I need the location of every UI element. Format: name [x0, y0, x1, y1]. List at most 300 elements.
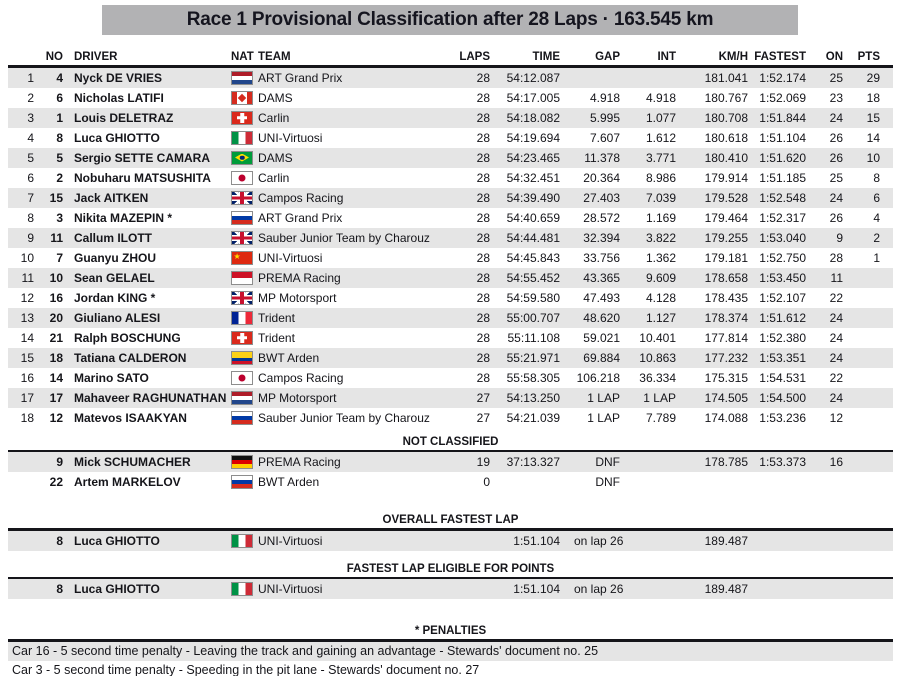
overall-fastest-lap-rows	[8, 531, 893, 551]
table-row	[8, 368, 893, 388]
team-cell: UNI-Virtuosi	[258, 533, 323, 548]
nat-cell	[231, 91, 258, 105]
flag-russia-icon	[231, 211, 253, 225]
table-row	[8, 148, 893, 168]
int-cell: 1.612	[645, 130, 676, 145]
flag-indonesia-icon	[231, 271, 253, 285]
nat-cell	[231, 582, 258, 596]
flag-united-kingdom-icon	[231, 191, 253, 205]
int-cell: 8.986	[645, 170, 676, 185]
penalty-note: Car 3 - 5 second time penalty - Speeding in the pit lane - Stewards' document no. 27	[12, 663, 480, 676]
no-cell: 15	[49, 190, 63, 205]
column-header-laps: LAPS	[459, 50, 490, 63]
kmh-cell: 179.528	[704, 190, 748, 205]
kmh-cell: 178.374	[704, 310, 748, 325]
fastest-cell: 1:52.380	[759, 330, 806, 345]
int-cell: 3.771	[645, 150, 676, 165]
nat-cell	[231, 351, 258, 365]
fastest-cell: 1:52.069	[759, 90, 806, 105]
pts-cell: 2	[873, 230, 880, 245]
table-row	[8, 268, 893, 288]
kmh-cell: 180.410	[704, 150, 748, 165]
on-cell: 24	[829, 190, 843, 205]
no-cell: 21	[49, 330, 63, 345]
on-cell: 22	[829, 290, 843, 305]
team-cell: PREMA Racing	[258, 270, 341, 285]
fastest-cell: 1:54.531	[759, 370, 806, 385]
position-cell: 5	[27, 150, 34, 165]
driver-cell: Guanyu ZHOU	[74, 250, 157, 265]
time-cell: 55:11.108	[507, 330, 560, 345]
time-cell: 54:13.250	[506, 390, 560, 405]
table-row	[8, 108, 893, 128]
time-cell: 54:17.005	[506, 90, 560, 105]
driver-cell: Marino SATO	[74, 370, 149, 385]
laps-cell: 28	[476, 190, 490, 205]
time-cell: 54:45.843	[506, 250, 560, 265]
fastest-cell: 1:53.236	[759, 410, 806, 425]
flag-italy-icon	[231, 582, 253, 596]
nat-cell	[231, 411, 258, 425]
fastest-cell: 1:52.107	[759, 290, 806, 305]
column-header-gap: GAP	[595, 50, 620, 63]
gap-cell: on lap 26	[574, 533, 624, 548]
int-cell: 10.401	[639, 330, 676, 345]
team-cell: MP Motorsport	[258, 290, 337, 305]
no-cell: 8	[56, 130, 63, 145]
laps-cell: 27	[476, 410, 490, 425]
kmh-cell: 174.505	[704, 390, 748, 405]
no-cell: 4	[56, 70, 63, 85]
team-cell: MP Motorsport	[258, 390, 337, 405]
laps-cell: 19	[476, 455, 490, 469]
no-cell: 8	[56, 533, 63, 548]
section-title-penalties: * PENALTIES	[414, 625, 487, 637]
flag-france-icon	[231, 311, 253, 325]
table-row	[8, 472, 893, 492]
time-cell: 54:23.465	[506, 150, 560, 165]
kmh-cell: 180.618	[704, 130, 748, 145]
no-cell: 18	[49, 350, 63, 365]
gap-cell: 69.884	[583, 350, 620, 365]
on-cell: 23	[829, 90, 843, 105]
no-cell: 17	[49, 390, 63, 405]
title-bar	[102, 5, 798, 35]
time-cell: 54:21.039	[506, 410, 560, 425]
position-cell: 17	[20, 390, 34, 405]
int-cell: 1.077	[645, 110, 676, 125]
gap-cell: 7.607	[589, 130, 620, 145]
section-title-fastest-lap-points: FASTEST LAP ELIGIBLE FOR POINTS	[346, 562, 555, 575]
nat-cell	[231, 271, 258, 285]
driver-cell: Ralph BOSCHUNG	[74, 330, 181, 345]
on-cell: 26	[829, 150, 843, 165]
on-cell: 24	[829, 330, 843, 345]
fastest-cell: 1:54.500	[759, 390, 806, 405]
fastest-cell: 1:53.373	[759, 455, 806, 469]
int-cell: 1.362	[645, 250, 676, 265]
gap-cell: 1 LAP	[587, 410, 620, 425]
no-cell: 9	[56, 455, 63, 469]
classification-table	[8, 48, 893, 65]
column-header-on: ON	[825, 50, 843, 63]
gap-cell: DNF	[595, 475, 620, 489]
nat-cell	[231, 455, 258, 469]
team-cell: DAMS	[258, 90, 293, 105]
nat-cell	[231, 291, 258, 305]
laps-cell: 28	[476, 70, 490, 85]
flag-japan-icon	[231, 371, 253, 385]
gap-cell: 48.620	[583, 310, 620, 325]
position-cell: 6	[27, 170, 34, 185]
int-cell: 7.789	[645, 410, 676, 425]
nat-cell	[231, 371, 258, 385]
time-cell: 54:59.580	[506, 290, 560, 305]
gap-cell: 1 LAP	[587, 390, 620, 405]
kmh-cell: 180.708	[704, 110, 748, 125]
no-cell: 10	[49, 270, 63, 285]
driver-cell: Tatiana CALDERON	[74, 350, 187, 365]
team-cell: Campos Racing	[258, 190, 344, 205]
position-cell: 3	[27, 110, 34, 125]
kmh-cell: 180.767	[704, 90, 748, 105]
fastest-cell: 1:51.185	[759, 170, 806, 185]
no-cell: 22	[49, 475, 63, 489]
team-cell: PREMA Racing	[258, 455, 341, 469]
int-cell: 7.039	[645, 190, 676, 205]
no-cell: 14	[49, 370, 63, 385]
gap-cell: 47.493	[583, 290, 620, 305]
kmh-cell: 175.315	[704, 370, 748, 385]
column-header-no: NO	[45, 50, 63, 63]
int-cell: 1.127	[645, 310, 676, 325]
team-cell: Carlin	[258, 110, 290, 125]
team-cell: BWT Arden	[258, 475, 320, 489]
section-title-not-classified: NOT CLASSIFIED	[402, 435, 499, 448]
penalty-note: Car 16 - 5 second time penalty - Leaving the track and gaining an advantage - Stewards' document no. 25	[8, 642, 893, 661]
team-cell: Campos Racing	[258, 370, 344, 385]
no-cell: 12	[49, 410, 63, 425]
position-cell: 1	[27, 70, 34, 85]
on-cell: 22	[829, 370, 843, 385]
gap-cell: 4.918	[589, 90, 620, 105]
table-row	[8, 531, 893, 551]
fastest-cell: 1:51.844	[759, 110, 806, 125]
no-cell: 11	[50, 230, 63, 245]
pts-cell: 10	[866, 150, 880, 165]
table-row	[8, 228, 893, 248]
pts-cell: 4	[873, 210, 880, 225]
gap-cell: DNF	[595, 455, 620, 469]
pts-cell: 15	[866, 110, 880, 125]
team-cell: UNI-Virtuosi	[258, 130, 323, 145]
laps-cell: 28	[476, 130, 490, 145]
kmh-cell: 179.914	[704, 170, 748, 185]
driver-cell: Giuliano ALESI	[74, 310, 161, 325]
fastest-lap-points-rows	[8, 579, 893, 599]
pts-cell: 14	[866, 130, 880, 145]
time-cell: 1:51.104	[513, 533, 560, 548]
nat-cell	[231, 171, 258, 185]
driver-cell: Luca GHIOTTO	[74, 130, 160, 145]
pts-cell: 6	[873, 190, 880, 205]
position-cell: 12	[20, 290, 34, 305]
kmh-cell: 179.464	[704, 210, 748, 225]
driver-cell: Mahaveer RAGHUNATHAN	[74, 390, 227, 405]
int-cell: 3.822	[645, 230, 676, 245]
on-cell: 24	[829, 390, 843, 405]
time-cell: 37:13.327	[506, 455, 560, 469]
classified-rows	[8, 68, 893, 428]
team-cell: BWT Arden	[258, 350, 320, 365]
time-cell: 55:21.971	[506, 350, 560, 365]
kmh-cell: 179.255	[704, 230, 748, 245]
pts-cell: 8	[873, 170, 880, 185]
on-cell: 25	[829, 170, 843, 185]
on-cell: 9	[836, 230, 843, 245]
pts-cell: 29	[866, 70, 880, 85]
kmh-cell: 181.041	[704, 70, 748, 85]
gap-cell: 28.572	[583, 210, 620, 225]
fastest-cell: 1:51.620	[759, 150, 806, 165]
table-header-row	[8, 48, 893, 65]
driver-cell: Matevos ISAAKYAN	[74, 410, 187, 425]
table-row	[8, 68, 893, 88]
time-cell: 54:55.452	[506, 270, 560, 285]
no-cell: 6	[56, 90, 63, 105]
position-cell: 13	[20, 310, 34, 325]
column-header-nat: NAT	[231, 50, 254, 63]
nat-cell	[231, 331, 258, 345]
fastest-cell: 1:52.548	[759, 190, 806, 205]
driver-cell: Luca GHIOTTO	[74, 533, 160, 548]
team-cell: UNI-Virtuosi	[258, 582, 323, 596]
position-cell: 16	[20, 370, 34, 385]
driver-cell: Sergio SETTE CAMARA	[74, 150, 211, 165]
pts-cell: 18	[866, 90, 880, 105]
column-header-fastest: FASTEST	[754, 50, 806, 63]
time-cell: 1:51.104	[513, 582, 560, 596]
int-cell: 36.334	[639, 370, 676, 385]
fastest-cell: 1:52.174	[759, 70, 806, 85]
table-row	[8, 328, 893, 348]
flag-switzerland-icon	[231, 331, 253, 345]
driver-cell: Mick SCHUMACHER	[74, 455, 191, 469]
fastest-cell: 1:51.104	[759, 130, 806, 145]
gap-cell: 5.995	[589, 110, 620, 125]
team-cell: ART Grand Prix	[258, 210, 343, 225]
column-header-team: TEAM	[258, 50, 291, 63]
table-row	[8, 308, 893, 328]
on-cell: 26	[829, 210, 843, 225]
laps-cell: 28	[476, 150, 490, 165]
nat-cell	[231, 111, 258, 125]
driver-cell: Jordan KING *	[74, 290, 156, 305]
nat-cell	[231, 71, 258, 85]
driver-cell: Nikita MAZEPIN *	[74, 210, 173, 225]
kmh-cell: 177.814	[704, 330, 748, 345]
team-cell: Sauber Junior Team by Charouz	[258, 230, 430, 245]
nat-cell	[231, 151, 258, 165]
team-cell: Trident	[258, 330, 295, 345]
position-cell: 11	[21, 270, 34, 285]
flag-united-kingdom-icon	[231, 231, 253, 245]
flag-italy-icon	[231, 534, 253, 548]
time-cell: 54:44.481	[506, 230, 560, 245]
position-cell: 9	[27, 230, 34, 245]
gap-cell: 33.756	[583, 250, 620, 265]
position-cell: 10	[20, 250, 34, 265]
gap-cell: 11.378	[584, 150, 620, 165]
section-title-overall-fastest-lap: OVERALL FASTEST LAP	[382, 514, 519, 526]
gap-cell: 43.365	[583, 270, 620, 285]
nat-cell	[231, 191, 258, 205]
laps-cell: 28	[476, 110, 490, 125]
no-cell: 5	[56, 150, 63, 165]
no-cell: 2	[56, 170, 63, 185]
column-header-int: INT	[657, 50, 676, 63]
time-cell: 54:32.451	[506, 170, 560, 185]
no-cell: 20	[49, 310, 63, 325]
flag-colombia-icon	[231, 351, 253, 365]
nat-cell	[231, 131, 258, 145]
table-row	[8, 168, 893, 188]
on-cell: 24	[829, 110, 843, 125]
time-cell: 54:39.490	[506, 190, 560, 205]
pts-cell: 1	[873, 250, 880, 265]
fastest-cell: 1:51.612	[759, 310, 806, 325]
laps-cell: 28	[476, 310, 490, 325]
table-row	[8, 128, 893, 148]
position-cell: 8	[27, 210, 34, 225]
no-cell: 3	[56, 210, 63, 225]
on-cell: 11	[830, 270, 843, 285]
position-cell: 18	[20, 410, 34, 425]
laps-cell: 28	[476, 330, 490, 345]
int-cell: 9.609	[645, 270, 676, 285]
flag-brazil-icon	[231, 151, 253, 165]
driver-cell: Nobuharu MATSUSHITA	[74, 170, 211, 185]
fastest-cell: 1:52.317	[759, 210, 806, 225]
int-cell: 1.169	[645, 210, 676, 225]
laps-cell: 28	[476, 230, 490, 245]
column-header-time: TIME	[532, 50, 560, 63]
table-row	[8, 208, 893, 228]
position-cell: 14	[20, 330, 34, 345]
nat-cell	[231, 311, 258, 325]
driver-cell: Nyck DE VRIES	[74, 70, 163, 85]
driver-cell: Nicholas LATIFI	[74, 90, 164, 105]
gap-cell: 27.403	[583, 190, 620, 205]
laps-cell: 28	[476, 210, 490, 225]
flag-canada-icon	[231, 91, 253, 105]
column-header-driver: DRIVER	[74, 50, 118, 63]
kmh-cell: 179.181	[704, 250, 748, 265]
time-cell: 54:18.082	[506, 110, 560, 125]
flag-netherlands-icon	[231, 391, 253, 405]
time-cell: 54:12.087	[506, 70, 560, 85]
nat-cell	[231, 534, 258, 548]
team-cell: DAMS	[258, 150, 293, 165]
nat-cell	[231, 251, 258, 265]
kmh-cell: 189.487	[704, 582, 748, 596]
driver-cell: Artem MARKELOV	[74, 475, 181, 489]
kmh-cell: 174.088	[704, 410, 748, 425]
on-cell: 24	[829, 350, 843, 365]
laps-cell: 28	[476, 290, 490, 305]
table-row	[8, 248, 893, 268]
flag-russia-icon	[231, 475, 253, 489]
no-cell: 8	[56, 582, 63, 596]
driver-cell: Callum ILOTT	[74, 230, 152, 245]
table-row	[8, 452, 893, 472]
flag-netherlands-icon	[231, 71, 253, 85]
time-cell: 54:19.694	[506, 130, 560, 145]
fastest-cell: 1:52.750	[759, 250, 806, 265]
position-cell: 2	[27, 90, 34, 105]
fastest-cell: 1:53.450	[759, 270, 806, 285]
kmh-cell: 178.785	[704, 455, 748, 469]
laps-cell: 28	[476, 90, 490, 105]
int-cell: 10.863	[639, 350, 676, 365]
flag-united-kingdom-icon	[231, 291, 253, 305]
table-row	[8, 288, 893, 308]
flag-china-icon	[231, 251, 253, 265]
nat-cell	[231, 475, 258, 489]
time-cell: 54:40.659	[506, 210, 560, 225]
driver-cell: Luca GHIOTTO	[74, 582, 160, 596]
no-cell: 1	[56, 110, 63, 125]
team-cell: Trident	[258, 310, 295, 325]
on-cell: 28	[829, 250, 843, 265]
no-cell: 7	[56, 250, 63, 265]
int-cell: 4.128	[645, 290, 676, 305]
table-row	[8, 388, 893, 408]
flag-italy-icon	[231, 131, 253, 145]
laps-cell: 28	[476, 170, 490, 185]
laps-cell: 28	[476, 250, 490, 265]
time-cell: 55:00.707	[506, 310, 560, 325]
gap-cell: 20.364	[583, 170, 620, 185]
penalty-rows	[0, 642, 900, 676]
no-cell: 16	[49, 290, 63, 305]
gap-cell: 59.021	[583, 330, 620, 345]
driver-cell: Jack AITKEN	[74, 190, 149, 205]
on-cell: 24	[829, 310, 843, 325]
int-cell: 1 LAP	[643, 390, 676, 405]
gap-cell: on lap 26	[574, 582, 624, 596]
kmh-cell: 178.435	[704, 290, 748, 305]
driver-cell: Sean GELAEL	[74, 270, 155, 285]
gap-cell: 32.394	[583, 230, 620, 245]
time-cell: 55:58.305	[506, 370, 560, 385]
kmh-cell: 177.232	[704, 350, 748, 365]
laps-cell: 28	[476, 370, 490, 385]
table-row	[8, 348, 893, 368]
table-row	[8, 408, 893, 428]
kmh-cell: 189.487	[704, 533, 748, 548]
position-cell: 7	[27, 190, 34, 205]
gap-cell: 106.218	[576, 370, 620, 385]
team-cell: Carlin	[258, 170, 290, 185]
nat-cell	[231, 211, 258, 225]
column-header-kmh: KM/H	[718, 50, 748, 63]
kmh-cell: 178.658	[704, 270, 748, 285]
flag-japan-icon	[231, 171, 253, 185]
column-header-pts: PTS	[857, 50, 880, 63]
driver-cell: Louis DELETRAZ	[74, 110, 174, 125]
table-row	[8, 188, 893, 208]
